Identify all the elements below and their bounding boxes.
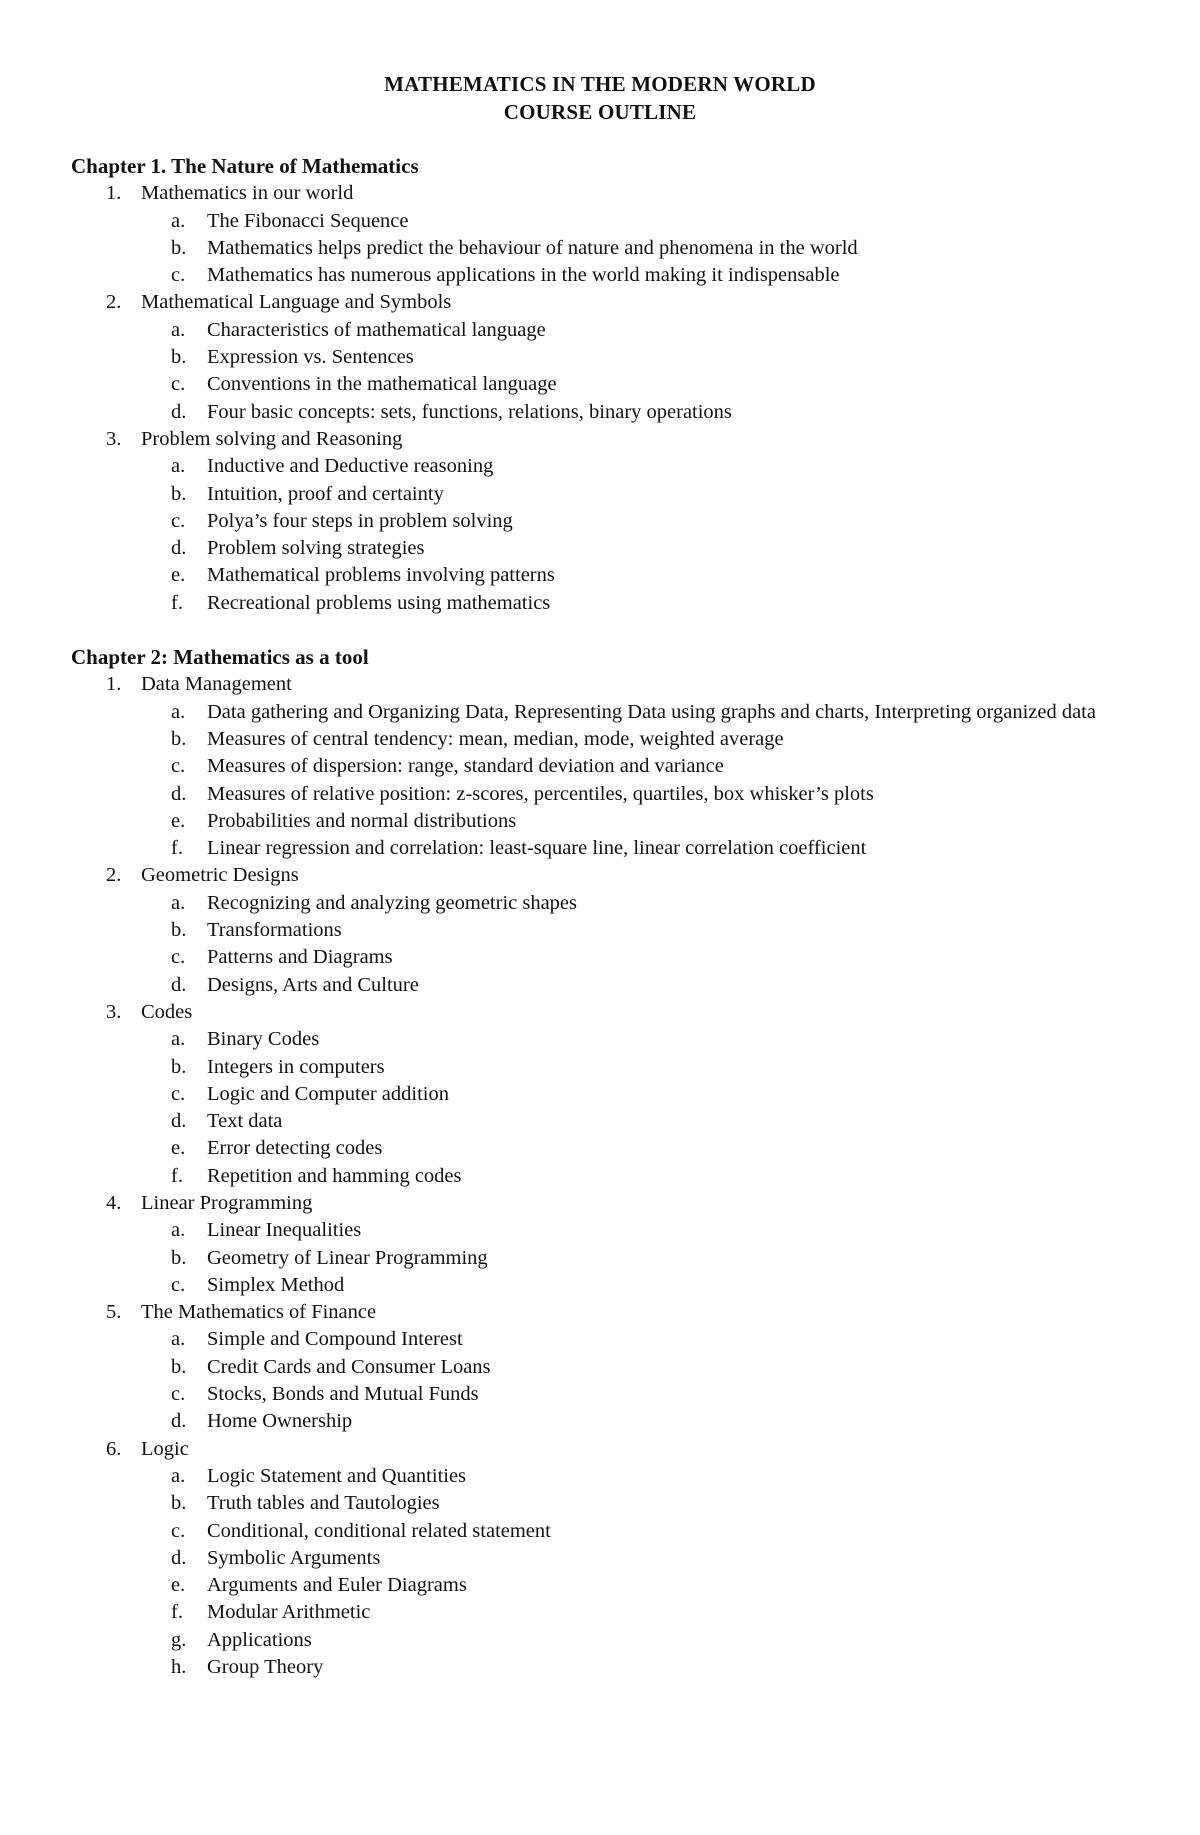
- item-letter: a.: [171, 1028, 186, 1051]
- item-letter: b.: [171, 482, 187, 505]
- list-item: [71, 1163, 1111, 1190]
- chapter-1: [71, 153, 1111, 617]
- list-item: [71, 1627, 1111, 1654]
- item-letter: g.: [171, 1628, 187, 1651]
- item-text: Measures of central tendency: mean, median, mode, weighted average: [207, 727, 784, 750]
- item-text: Intuition, proof and certainty: [207, 482, 444, 505]
- item-letter: a.: [171, 209, 186, 232]
- section-heading: [71, 180, 1111, 207]
- section-label: Mathematics in our world: [141, 182, 354, 205]
- item-letter: f.: [171, 591, 183, 614]
- item-letter: f.: [171, 837, 183, 860]
- list-item: [71, 1326, 1111, 1353]
- section-number: 1.: [106, 182, 122, 205]
- list-item: [71, 1217, 1111, 1244]
- item-text: Geometry of Linear Programming: [207, 1246, 488, 1269]
- list-item: [71, 1408, 1111, 1435]
- section-label: Linear Programming: [141, 1191, 313, 1214]
- item-letter: c.: [171, 373, 186, 396]
- document-header: [0, 70, 1200, 126]
- item-letter: f.: [171, 1164, 183, 1187]
- item-text: Data gathering and Organizing Data, Representing Data using graphs and charts, Interpreting organized data: [207, 700, 1096, 723]
- item-letter: b.: [171, 1055, 187, 1078]
- item-text: Linear Inequalities: [207, 1219, 362, 1242]
- list-item: [71, 1081, 1111, 1108]
- item-text: Transformations: [207, 919, 342, 942]
- item-text: Logic Statement and Quantities: [207, 1464, 467, 1487]
- list-item: [71, 1572, 1111, 1599]
- item-text: Modular Arithmetic: [207, 1601, 371, 1624]
- section-heading: [71, 289, 1111, 316]
- item-text: Simplex Method: [207, 1273, 345, 1296]
- item-text: Truth tables and Tautologies: [207, 1492, 440, 1515]
- item-text: Simple and Compound Interest: [207, 1328, 463, 1351]
- list-item: [71, 1518, 1111, 1545]
- item-text: Credit Cards and Consumer Loans: [207, 1355, 491, 1378]
- item-letter: b.: [171, 346, 187, 369]
- list-item: [71, 1135, 1111, 1162]
- section-number: 6.: [106, 1437, 122, 1460]
- item-text: Integers in computers: [207, 1055, 385, 1078]
- item-text: Characteristics of mathematical language: [207, 318, 546, 341]
- section-label: Data Management: [141, 673, 292, 696]
- list-item: [71, 917, 1111, 944]
- section-label: Codes: [141, 1000, 193, 1023]
- chapter-heading: Chapter 2: Mathematics as a tool: [71, 645, 369, 670]
- chapter-heading: Chapter 1. The Nature of Mathematics: [71, 154, 419, 178]
- list-item: [71, 262, 1111, 289]
- section-label: The Mathematics of Finance: [141, 1301, 377, 1324]
- item-letter: a.: [171, 891, 186, 914]
- item-letter: c.: [171, 1383, 186, 1406]
- section-number: 2.: [106, 291, 122, 314]
- item-letter: a.: [171, 1464, 186, 1487]
- section-label: Geometric Designs: [141, 864, 299, 887]
- item-letter: a.: [171, 455, 186, 478]
- list-item: [71, 1599, 1111, 1626]
- item-letter: d.: [171, 537, 187, 560]
- list-item: [71, 1026, 1111, 1053]
- section-number: 4.: [106, 1191, 122, 1214]
- item-text: Mathematics helps predict the behaviour of nature and phenomena in the world: [207, 236, 858, 259]
- item-letter: a.: [171, 318, 186, 341]
- item-letter: d.: [171, 1410, 187, 1433]
- item-letter: d.: [171, 782, 187, 805]
- outline-section: [71, 671, 1111, 862]
- outline-section: [71, 1190, 1111, 1299]
- item-text: Probabilities and normal distributions: [207, 809, 517, 832]
- section-number: 5.: [106, 1301, 122, 1324]
- item-text: Logic and Computer addition: [207, 1082, 449, 1105]
- list-item: [71, 808, 1111, 835]
- item-text: Conventions in the mathematical language: [207, 373, 557, 396]
- list-item: [71, 1654, 1111, 1681]
- item-letter: e.: [171, 564, 186, 587]
- course-outline: [71, 153, 1111, 1681]
- section-label: Problem solving and Reasoning: [141, 427, 403, 450]
- item-text: Patterns and Diagrams: [207, 946, 393, 969]
- section-heading: [71, 862, 1111, 889]
- item-text: Applications: [207, 1628, 312, 1651]
- item-letter: a.: [171, 1328, 186, 1351]
- outline-section: [71, 1436, 1111, 1682]
- item-text: Mathematics has numerous applications in the world making it indispensable: [207, 264, 840, 287]
- list-item: [71, 590, 1111, 617]
- item-letter: a.: [171, 1219, 186, 1242]
- chapter-2: [71, 644, 1111, 1681]
- section-heading: [71, 426, 1111, 453]
- item-letter: c.: [171, 1519, 186, 1542]
- item-text: Expression vs. Sentences: [207, 346, 414, 369]
- list-item: [71, 1108, 1111, 1135]
- document-title: MATHEMATICS IN THE MODERN WORLD: [384, 72, 816, 96]
- item-text: Recognizing and analyzing geometric shapes: [207, 891, 578, 914]
- list-item: [71, 317, 1111, 344]
- list-item: [71, 208, 1111, 235]
- item-letter: b.: [171, 727, 187, 750]
- list-item: [71, 1463, 1111, 1490]
- list-item: [71, 1490, 1111, 1517]
- item-text: Stocks, Bonds and Mutual Funds: [207, 1383, 479, 1406]
- section-label: Mathematical Language and Symbols: [141, 291, 452, 314]
- outline-section: [71, 999, 1111, 1190]
- list-item: [71, 699, 1111, 726]
- item-letter: e.: [171, 1574, 186, 1597]
- item-text: Measures of relative position: z-scores, percentiles, quartiles, box whisker’s plots: [207, 782, 874, 805]
- item-text: Conditional, conditional related statement: [207, 1519, 551, 1542]
- item-letter: f.: [171, 1601, 183, 1624]
- list-item: [71, 1354, 1111, 1381]
- item-text: Four basic concepts: sets, functions, relations, binary operations: [207, 400, 732, 423]
- item-letter: b.: [171, 1492, 187, 1515]
- section-number: 2.: [106, 864, 122, 887]
- item-text: Measures of dispersion: range, standard deviation and variance: [207, 755, 724, 778]
- item-text: Home Ownership: [207, 1410, 353, 1433]
- item-text: Inductive and Deductive reasoning: [207, 455, 494, 478]
- item-text: Repetition and hamming codes: [207, 1164, 462, 1187]
- outline-section: [71, 1299, 1111, 1435]
- item-text: Linear regression and correlation: least-square line, linear correlation coefficient: [207, 837, 867, 860]
- list-item: [71, 481, 1111, 508]
- list-item: [71, 972, 1111, 999]
- section-heading: [71, 671, 1111, 698]
- item-letter: c.: [171, 509, 186, 532]
- list-item: [71, 453, 1111, 480]
- list-item: [71, 1545, 1111, 1572]
- item-letter: d.: [171, 1546, 187, 1569]
- section-label: Logic: [141, 1437, 189, 1460]
- list-item: [71, 371, 1111, 398]
- item-text: Polya’s four steps in problem solving: [207, 509, 513, 532]
- list-item: [71, 1054, 1111, 1081]
- item-letter: h.: [171, 1656, 187, 1679]
- item-text: Designs, Arts and Culture: [207, 973, 419, 996]
- item-letter: e.: [171, 1137, 186, 1160]
- outline-section: [71, 289, 1111, 425]
- item-letter: d.: [171, 1110, 187, 1133]
- list-item: [71, 835, 1111, 862]
- item-letter: c.: [171, 755, 186, 778]
- outline-section: [71, 426, 1111, 617]
- item-text: Group Theory: [207, 1656, 324, 1679]
- item-letter: c.: [171, 1273, 186, 1296]
- item-text: Binary Codes: [207, 1028, 320, 1051]
- item-letter: c.: [171, 946, 186, 969]
- list-item: [71, 944, 1111, 971]
- item-text: Recreational problems using mathematics: [207, 591, 551, 614]
- item-letter: c.: [171, 1082, 186, 1105]
- item-letter: d.: [171, 973, 187, 996]
- item-text: Problem solving strategies: [207, 537, 425, 560]
- list-item: [71, 1245, 1111, 1272]
- section-heading: [71, 1299, 1111, 1326]
- item-text: Mathematical problems involving patterns: [207, 564, 555, 587]
- list-item: [71, 562, 1111, 589]
- list-item: [71, 726, 1111, 753]
- item-letter: b.: [171, 236, 187, 259]
- list-item: [71, 535, 1111, 562]
- item-text: Symbolic Arguments: [207, 1546, 381, 1569]
- section-number: 1.: [106, 673, 122, 696]
- item-text: Error detecting codes: [207, 1137, 383, 1160]
- list-item: [71, 1272, 1111, 1299]
- item-letter: e.: [171, 809, 186, 832]
- list-item: [71, 753, 1111, 780]
- list-item: [71, 399, 1111, 426]
- item-letter: b.: [171, 919, 187, 942]
- item-text: The Fibonacci Sequence: [207, 209, 409, 232]
- list-item: [71, 890, 1111, 917]
- list-item: [71, 781, 1111, 808]
- item-letter: a.: [171, 700, 186, 723]
- item-text: Arguments and Euler Diagrams: [207, 1574, 467, 1597]
- item-letter: c.: [171, 264, 186, 287]
- item-letter: d.: [171, 400, 187, 423]
- list-item: [71, 235, 1111, 262]
- section-heading: [71, 1436, 1111, 1463]
- item-text: Text data: [207, 1110, 283, 1133]
- outline-section: [71, 180, 1111, 289]
- document-subtitle: COURSE OUTLINE: [503, 100, 697, 124]
- section-number: 3.: [106, 427, 122, 450]
- outline-section: [71, 862, 1111, 998]
- list-item: [71, 344, 1111, 371]
- section-heading: [71, 999, 1111, 1026]
- item-letter: b.: [171, 1246, 187, 1269]
- item-letter: b.: [171, 1355, 187, 1378]
- list-item: [71, 1381, 1111, 1408]
- section-heading: [71, 1190, 1111, 1217]
- section-number: 3.: [106, 1000, 122, 1023]
- list-item: [71, 508, 1111, 535]
